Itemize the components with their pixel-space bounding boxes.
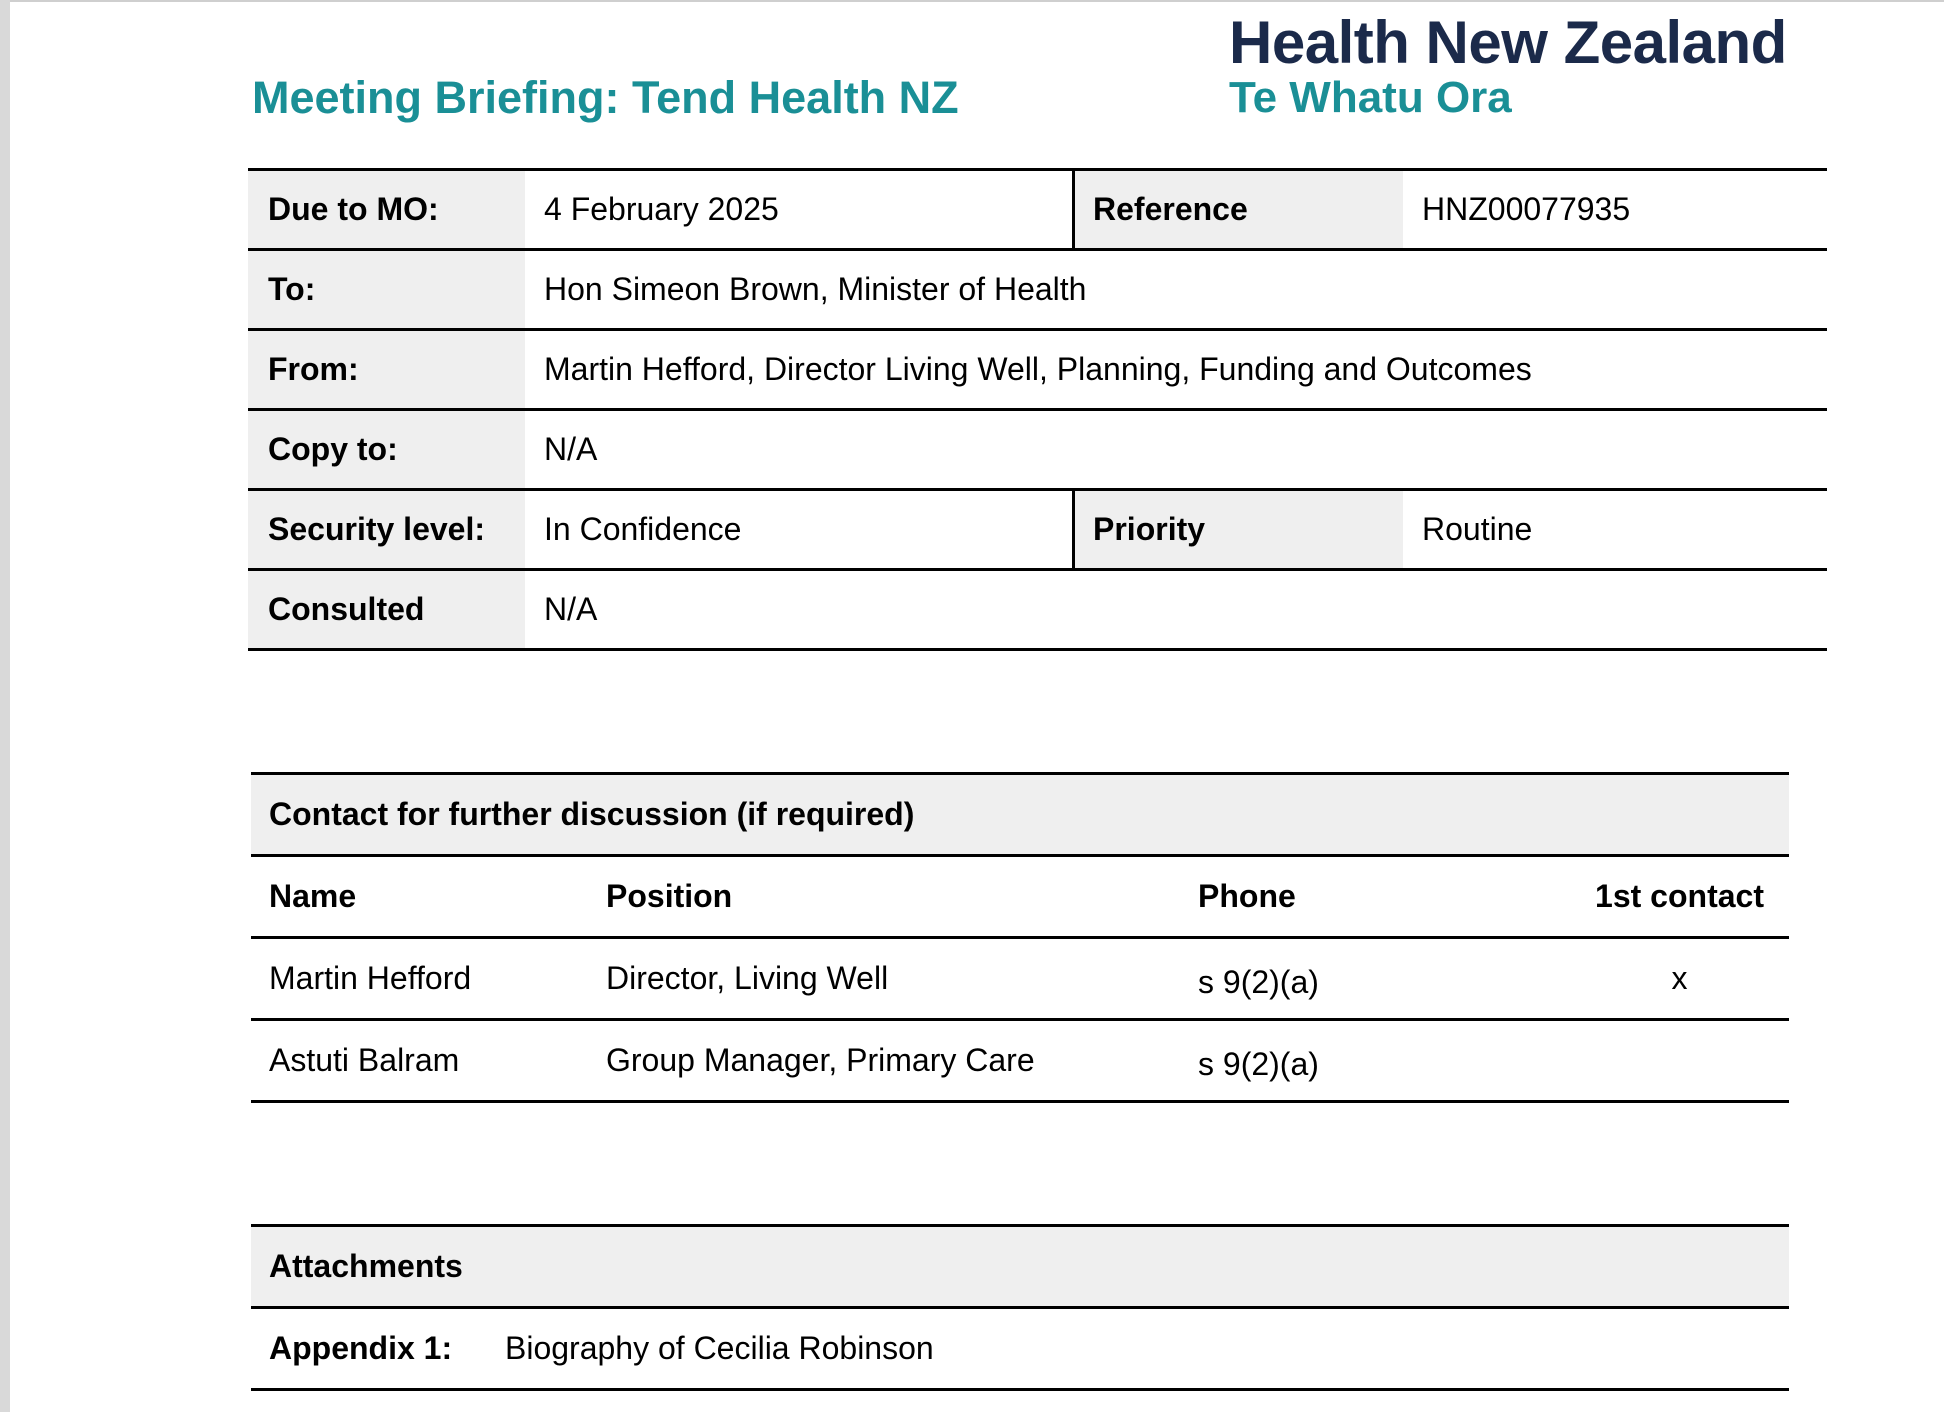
contact-first-mark: x <box>1671 960 1688 996</box>
attachments-table <box>251 1224 1789 1391</box>
logo-main-text: Health New Zealand <box>1229 9 1787 76</box>
contact-phone: s 9(2)(a) <box>1198 1046 1319 1082</box>
contact-table <box>251 772 1789 1103</box>
due-label: Due to MO: <box>248 171 525 248</box>
row-from <box>248 331 1827 411</box>
reference-value: HNZ00077935 <box>1422 191 1631 227</box>
row-security <box>248 491 1827 571</box>
consulted-value: N/A <box>544 591 598 627</box>
table-row <box>251 1021 1789 1103</box>
logo-sub-text: Te Whatu Ora <box>1229 73 1512 122</box>
row-consulted <box>248 571 1827 651</box>
priority-value: Routine <box>1422 511 1533 547</box>
to-value: Hon Simeon Brown, Minister of Health <box>544 271 1087 307</box>
row-copy <box>248 411 1827 491</box>
attachment-row <box>251 1309 1789 1391</box>
table-row <box>251 939 1789 1021</box>
attachment-label: Appendix 1: <box>269 1330 453 1366</box>
copy-value: N/A <box>544 431 598 467</box>
attachment-value: Biography of Cecilia Robinson <box>505 1330 934 1366</box>
contact-name: Astuti Balram <box>269 1042 460 1078</box>
col-first-contact-header: 1st contact <box>1595 878 1764 914</box>
attachments-heading: Attachments <box>251 1227 1789 1309</box>
to-label: To: <box>248 251 525 328</box>
from-label: From: <box>248 331 525 408</box>
page-left-margin <box>0 0 10 1412</box>
reference-label: Reference <box>1072 171 1403 248</box>
due-value: 4 February 2025 <box>544 191 779 227</box>
from-value: Martin Hefford, Director Living Well, Planning, Funding and Outcomes <box>544 351 1532 387</box>
row-to <box>248 251 1827 331</box>
briefing-header-table <box>248 168 1827 651</box>
col-name-header: Name <box>269 878 357 914</box>
health-nz-logo <box>1229 10 1787 122</box>
row-due <box>248 171 1827 251</box>
contact-phone: s 9(2)(a) <box>1198 964 1319 1000</box>
contact-heading: Contact for further discussion (if required) <box>251 775 1789 857</box>
contact-name: Martin Hefford <box>269 960 472 996</box>
col-position-header: Position <box>606 878 733 914</box>
contact-position: Group Manager, Primary Care <box>606 1042 1035 1078</box>
contact-header-row <box>251 857 1789 939</box>
security-label: Security level: <box>248 491 525 568</box>
col-phone-header: Phone <box>1198 878 1296 914</box>
contact-position: Director, Living Well <box>606 960 889 996</box>
page-top-edge <box>10 0 1944 2</box>
priority-label: Priority <box>1072 491 1403 568</box>
consulted-label: Consulted <box>248 571 525 648</box>
page-title: Meeting Briefing: Tend Health NZ <box>252 72 959 123</box>
security-value: In Confidence <box>544 511 742 547</box>
copy-label: Copy to: <box>248 411 525 488</box>
